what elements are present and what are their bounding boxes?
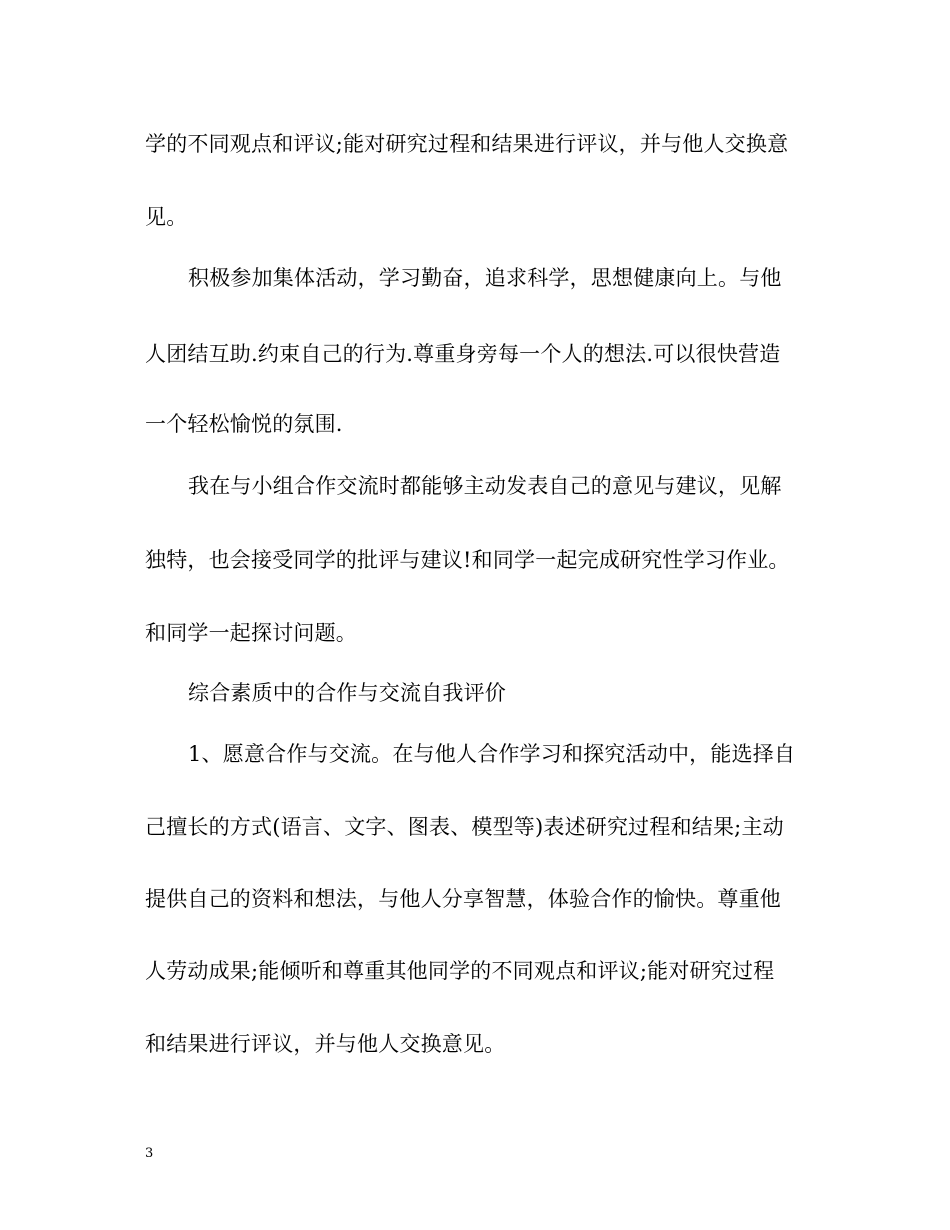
paragraph-start-line: 积极参加集体活动，学习勤奋，追求科学，思想健康向上。与他 bbox=[188, 266, 782, 290]
body-text-line: 提供自己的资料和想法，与他人分享智慧，体验合作的愉快。尊重他 bbox=[145, 887, 781, 911]
body-text-line: 和同学一起探讨问题。 bbox=[145, 621, 357, 645]
paragraph-start-line: 我在与小组合作交流时都能够主动发表自己的意见与建议，见解 bbox=[188, 474, 782, 498]
body-text-line: 和结果进行评议，并与他人交换意见。 bbox=[145, 1032, 506, 1056]
page-number: 3 bbox=[145, 1146, 154, 1161]
body-text-line: 独特，也会接受同学的批评与建议!和同学一起完成研究性学习作业。 bbox=[145, 548, 790, 572]
section-heading: 综合素质中的合作与交流自我评价 bbox=[188, 681, 506, 705]
paragraph-start-line: 1、愿意合作与交流。在与他人合作学习和探究活动中，能选择自 bbox=[188, 742, 796, 766]
body-text-line: 人团结互助.约束自己的行为.尊重身旁每一个人的想法.可以很快营造 bbox=[145, 342, 781, 366]
body-text-line: 见。 bbox=[145, 205, 188, 229]
body-text-line: 一个轻松愉悦的氛围. bbox=[145, 412, 343, 436]
body-text-line: 己擅长的方式(语言、文字、图表、模型等)表述研究过程和结果;主动 bbox=[145, 815, 784, 839]
body-text-line: 人劳动成果;能倾听和尊重其他同学的不同观点和评议;能对研究过程 bbox=[145, 959, 775, 983]
body-text-line: 学的不同观点和评议;能对研究过程和结果进行评议，并与他人交换意 bbox=[145, 132, 789, 156]
